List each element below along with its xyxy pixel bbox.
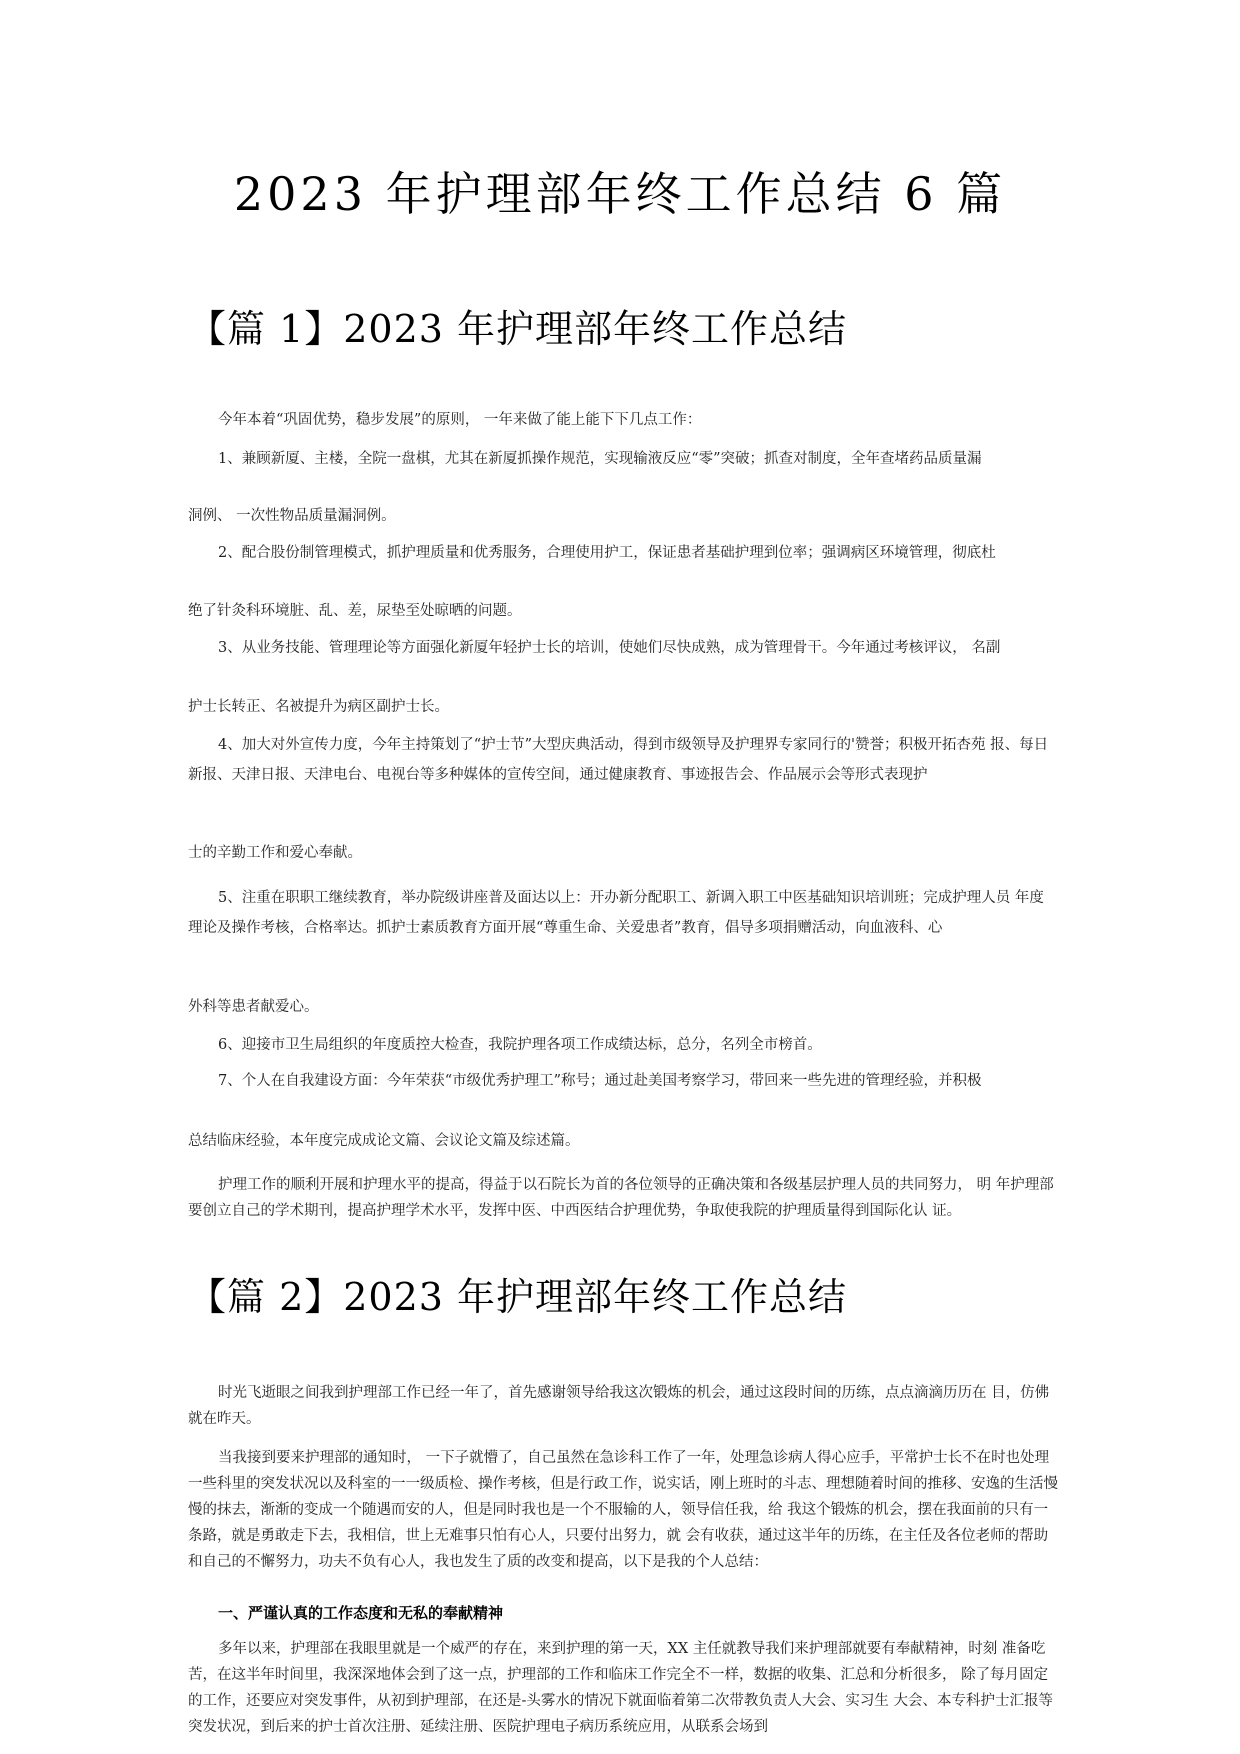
- s2-paragraph-3: 多年以来，护理部在我眼里就是一个威严的存在，来到护理的第一天，XX 主任就教导我们来护理部就要有奉献精神，时刻 准备吃苦，在这半年时间里，我深深地体会到了这一点，护理部的工作和临床工作完全不一样，数据的收集、汇总和分析很多， 除了每月固定的工作，还要应对突发事件，从初到护理部，在还是-头雾水的情况下就面临着第二次带教负责人大会、实习生 大会、本专科护士汇报等突发状况，到后来的护士首次注册、延续注册、医院护理电子病历系统应用，从联系会场到: [188, 1641, 1054, 1735]
- s1-item-1a: 1、兼顾新厦、主楼，全院一盘棋，尤其在新厦抓操作规范，实现输液反应“零”突破；抓查对制度，全年查堵药品质量漏: [218, 451, 982, 467]
- s1-intro: 今年本着“巩固优势，稳步发展”的原则， 一年来做了能上能下下几点工作：: [218, 412, 702, 428]
- section-2-heading: 【篇 2】2023 年护理部年终工作总结: [188, 1275, 848, 1319]
- s1-closing: 护理工作的顺利开展和护理水平的提高，得益于以石院长为首的各位领导的正确决策和各级基层护理人员的共同努力， 明 年护理部要创立自己的学术期刊，提高护理学术水平，发挥中医、中西医结合护理优势，争取使我院的护理质量得到国际化认 证。: [188, 1177, 1054, 1219]
- s1-item-5a: 5、注重在职职工继续教育，举办院级讲座普及面达以上：开办新分配职工、新调入职工中医基础知识培训班；完成护理人员 年度理论及操作考核，合格率达。抓护士素质教育方面开展“尊重生命、关爱患者”教育，倡导多项捐赠活动，向血液科、心: [188, 890, 1044, 936]
- s2-paragraph-2: 当我接到要来护理部的通知时， 一下子就懵了，自己虽然在急诊科工作了一年，处理急诊病人得心应手，平常护士长不在时也处理一些科里的突发状况以及科室的一一级质检、操作考核，但是行政工作，说实话，刚上班时的斗志、理想随着时间的推移、安逸的生活慢慢的抹去，渐渐的变成一个随遇而安的人，但是同时我也是一个不服输的人，领导信任我，给 我这个锻炼的机会，摆在我面前的只有一条路，就是勇敢走下去，我相信，世上无难事只怕有心人，只要付出努力，就 会有收获，通过这半年的历练，在主任及各位老师的帮助和自己的不懈努力，功夫不负有心人，我也发生了质的改变和提高，以下是我的个人总结：: [188, 1450, 1058, 1570]
- s1-item-2b: 绝了针灸科环境脏、乱、差，尿垫至处晾晒的问题。: [188, 603, 522, 619]
- s1-item-2a: 2、配合股份制管理模式，抓护理质量和优秀服务，合理使用护工，保证患者基础护理到位率；强调病区环境管理，彻底杜: [218, 545, 996, 561]
- s1-item-4a: 4、加大对外宣传力度，今年主持策划了“护士节”大型庆典活动，得到市级领导及护理界专家同行的'赞誉；积极开拓杏苑 报、每日新报、天津日报、天津电台、电视台等多种媒体的宣传空间，通过健康教育、事迹报告会、作品展示会等形式表现护: [188, 737, 1049, 783]
- s1-item-1b: 洞例、 一次性物品质量漏洞例。: [188, 508, 396, 524]
- s2-paragraph-1: 时光飞逝眼之间我到护理部工作已经一年了，首先感谢领导给我这次锻炼的机会，通过这段时间的历练，点点滴滴历历在 目，仿佛就在昨天。: [188, 1385, 1050, 1427]
- s1-item-7b: 总结临床经验，本年度完成成论文篇、会议论文篇及综述篇。: [188, 1133, 580, 1149]
- s1-item-7a: 7、个人在自我建设方面：今年荣获“市级优秀护理工”称号；通过赴美国考察学习，带回来一些先进的管理经验，并积极: [218, 1073, 982, 1089]
- s1-item-3a: 3、从业务技能、管理理论等方面强化新厦年轻护士长的培训，使她们尽快成熟，成为管理骨干。今年通过考核评议， 名副: [218, 640, 1001, 656]
- s1-item-5b: 外科等患者献爱心。: [188, 999, 319, 1015]
- section-1-heading: 【篇 1】2023 年护理部年终工作总结: [188, 307, 848, 351]
- s1-item-4b: 士的辛勤工作和爱心奉献。: [188, 845, 362, 861]
- s2-subheading-1: 一、严谨认真的工作态度和无私的奉献精神: [218, 1604, 504, 1622]
- document-title: 2023 年护理部年终工作总结 6 篇: [233, 167, 1007, 221]
- s1-item-6: 6、迎接市卫生局组织的年度质控大检查，我院护理各项工作成绩达标，总分，名列全市榜首。: [218, 1037, 822, 1053]
- s1-item-3b: 护士长转正、名被提升为病区副护士长。: [188, 699, 449, 715]
